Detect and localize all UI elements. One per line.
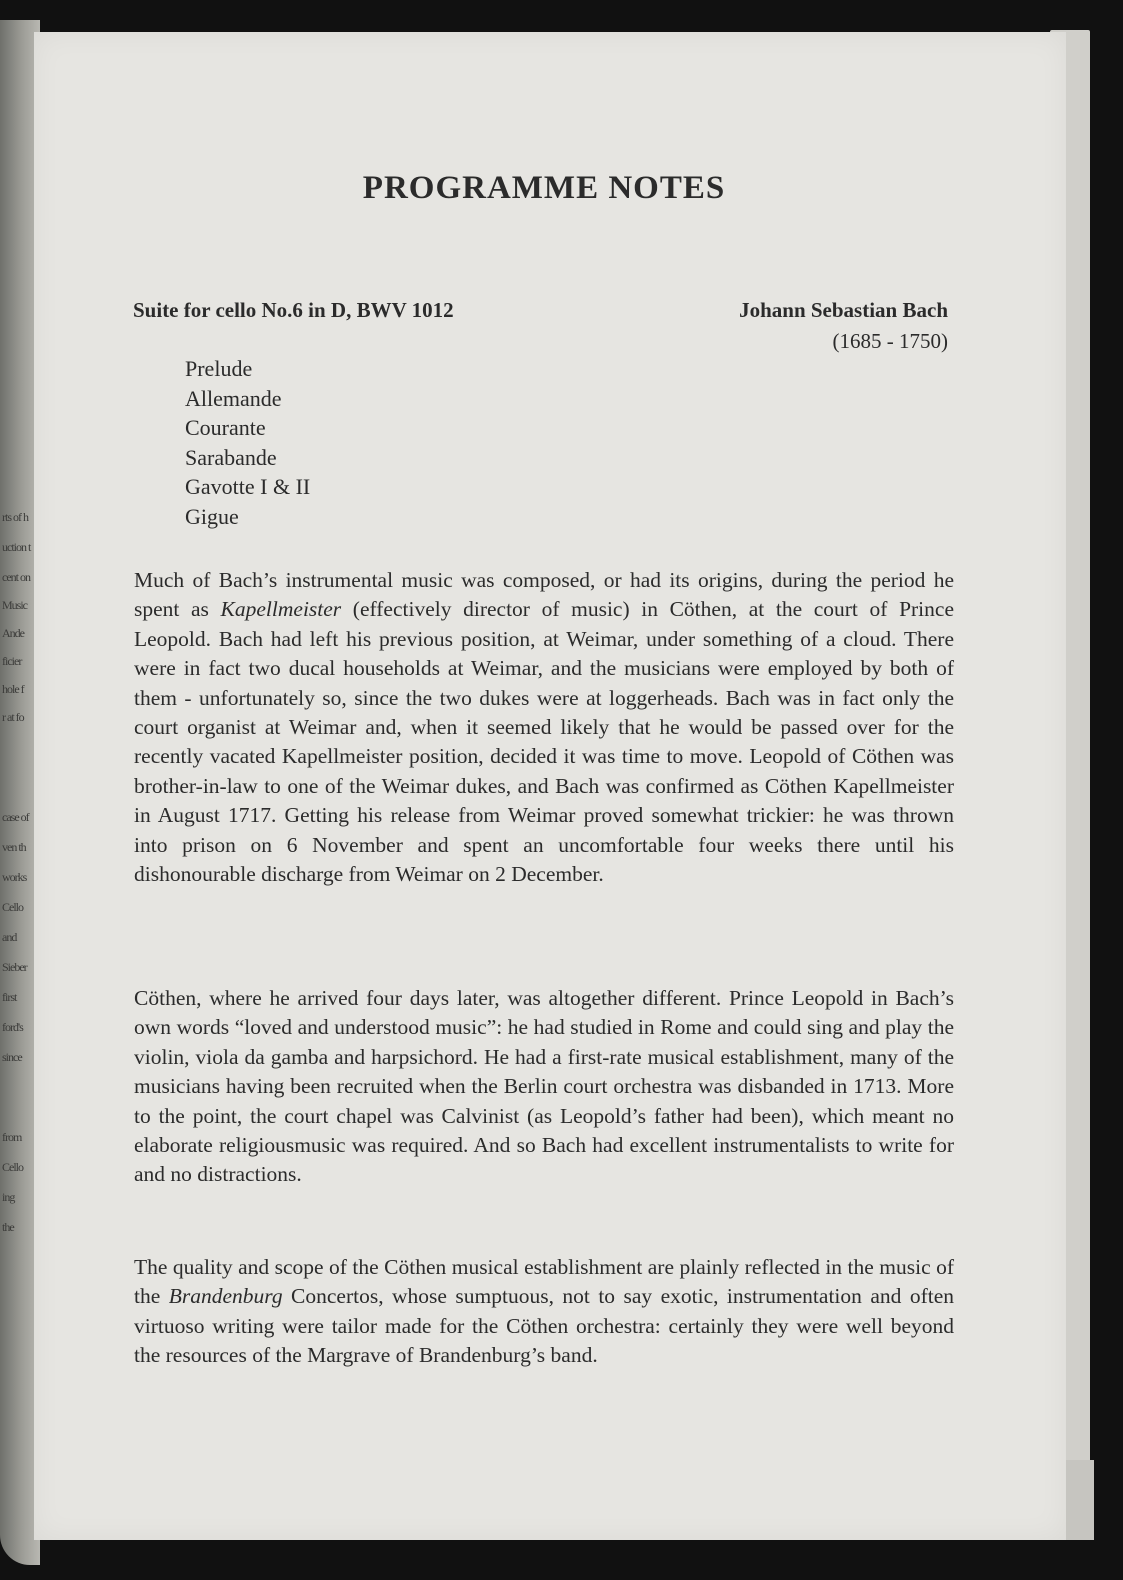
movement-list xyxy=(185,354,310,531)
list-item: Allemande xyxy=(185,385,282,411)
facing-page-fragment: r at fo xyxy=(2,710,24,724)
list-item: Courante xyxy=(185,415,266,440)
facing-page-fragment: hole f xyxy=(2,682,24,696)
facing-page-fragment: uction t xyxy=(2,540,31,554)
facing-page-fragment: Ande xyxy=(2,626,24,640)
facing-page-fragment: since xyxy=(2,1050,22,1064)
facing-page-fragment: cent on xyxy=(2,570,30,584)
facing-page-fragment: from xyxy=(2,1130,22,1144)
italic-term: Kapellmeister xyxy=(220,597,342,622)
facing-page-fragment: ing xyxy=(2,1190,15,1204)
paragraph xyxy=(134,1253,954,1371)
facing-page-fragment: ficier xyxy=(2,654,22,668)
facing-page-fragment: ven th xyxy=(2,840,26,854)
facing-page-fragment: Sieber xyxy=(2,960,27,974)
paragraph-text: Concertos, whose sumptuous, not to say exotic, instrumentation and often virtuoso writing were tailor made for the Cöthen orchestra: certainly they were well beyond the resources of the Margrave of Brandenburg’s band. xyxy=(134,1284,954,1368)
composer-name: Johann Sebastian Bach xyxy=(739,298,948,322)
facing-page-fragment: first xyxy=(2,990,17,1004)
facing-page-fragment: ford's xyxy=(2,1020,23,1034)
facing-page-fragment: case of xyxy=(2,810,29,824)
paragraph-text: Much of Bach’s instrumental music was composed, or had its origins, during the period he spent as xyxy=(134,568,954,622)
paragraph-text: (effectively director of music) in Cöthen, at the court of Prince Leopold. Bach had left his previous position, at Weimar, under something of a cloud. There were in fact two ducal households at Weimar, and the musicians were employed by both of them - unfortunately so, since the two dukes were at loggerheads. Bach was in fact only the court organist at Weimar and, when it seemed likely that he would be passed over for the recently vacated Kapellmeister position, decided it was time to move. Leopold of Cöthen was brother-in-law to one of the Weimar dukes, and Bach was confirmed as Cöthen Kapellmeister in August 1717. Getting his release from Weimar proved somewhat trickier: he was thrown into prison on 6 November and spent an uncomfortable four weeks there until his dishonourable discharge from Weimar on 2 December. xyxy=(134,597,954,887)
paragraph xyxy=(134,566,954,889)
facing-page-fragment: Cello xyxy=(2,900,23,914)
facing-page-fragment: the xyxy=(2,1220,14,1234)
page-title: PROGRAMME NOTES xyxy=(362,170,726,206)
work-title: Suite for cello No.6 in D, BWV 1012 xyxy=(133,298,454,322)
list-item: Sarabande xyxy=(185,444,277,470)
facing-page-fragment: Music xyxy=(2,598,27,612)
list-item: Prelude xyxy=(185,356,253,381)
list-item: Gavotte I & II xyxy=(185,474,311,499)
composer-dates: (1685 - 1750) xyxy=(832,329,948,353)
paragraph: Cöthen, where he arrived four days later, was altogether different. Prince Leopold in Bach’s own words “loved and understood music”: he had studied in Rome and could sing and play the violin, viola da gamba and harpsichord. He had a first-rate musical establishment, many of the musicians having been recruited when the Berlin court orchestra was disbanded in 1713. More to the point, the court chapel was Calvinist (as Leopold’s father had been), which meant no elaborate religiousmusic was required. And so Bach had excellent instrumentalists to write for and no distractions. xyxy=(134,986,954,1187)
italic-term: Brandenburg xyxy=(168,1284,283,1309)
paragraph-text: The quality and scope of the Cöthen musical establishment are plainly reflected in the music of the xyxy=(134,1255,954,1309)
list-item: Gigue xyxy=(185,503,239,529)
facing-page-fragment: Cello xyxy=(2,1160,23,1174)
facing-page-fragment: rts of h xyxy=(2,510,28,524)
facing-page-fragment: works xyxy=(2,870,27,884)
trailing-page-edge xyxy=(1064,1460,1094,1540)
facing-page-fragment: and xyxy=(2,930,17,944)
